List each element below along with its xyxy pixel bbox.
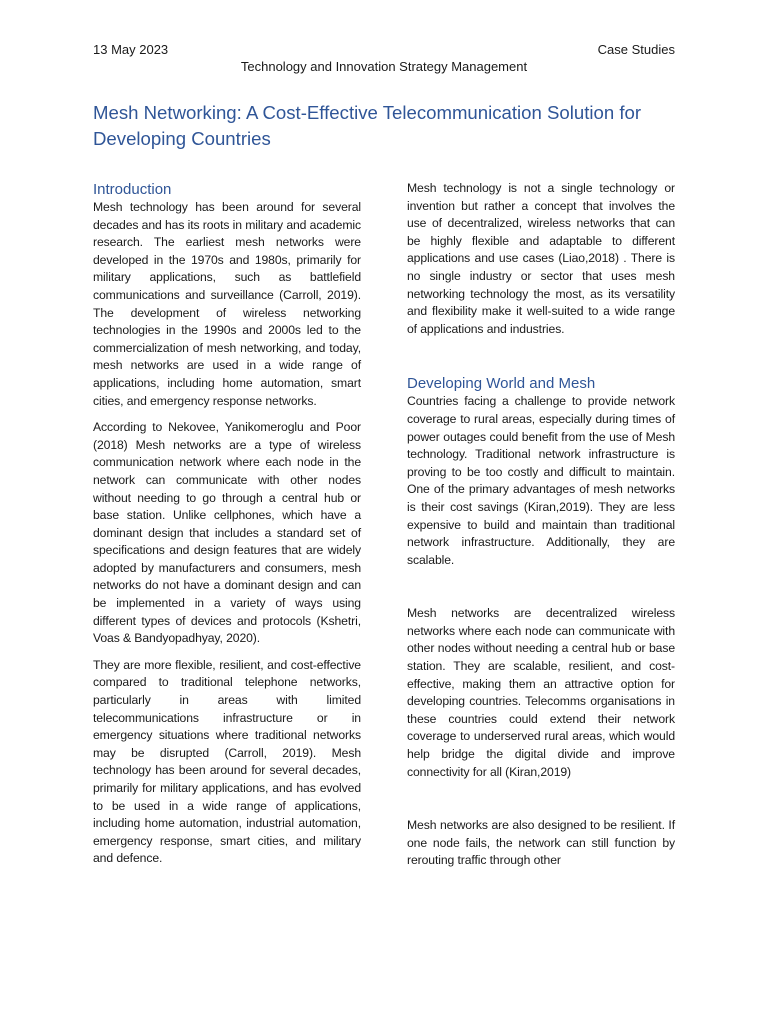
paragraph: According to Nekovee, Yanikomeroglu and Poor (2018) Mesh networks are a type of wireless communication network where each node in the network can communicate with other nodes without needing to go through a central hub or base station. Unlike cellphones, which have a dominant design that includes a standard set of specifications and design features that are widely adopted by manufacturers and consumers, mesh networks do not have a dominant design and can be implemented in a variety of ways using different types of devices and protocols (Kshetri, Voas & Bandyopadhyay, 2020). [93,420,361,646]
section-heading-developing-world: Developing World and Mesh [407,375,596,393]
paragraph: They are more flexible, resilient, and cost-effective compared to traditional telephone networks, particularly in areas with limited telecommunications infrastructure or in emergency situations where traditional networks may be disrupted (Carroll, 2019). Mesh technology has been around for several decades, primarily for military applications, and has evolved to be used in a wide range of applications, including home automation, industrial automation, emergency response, smart cities, and military and defence. [93,657,361,866]
paragraph: Mesh networks are also designed to be resilient. If one node fails, the network can still function by rerouting traffic through other [407,818,675,868]
section-heading-introduction: Introduction [93,181,172,198]
paragraph: Mesh technology is not a single technology or invention but rather a concept that involves the use of decentralized, wireless networks that can be highly flexible and adaptable to different applications and use cases (Liao,2018) . There is no single industry or sector that uses mesh networking technology the most, as its versatility and flexibility make it well-suited to a wide range of applications and industries. [407,181,675,336]
paragraph: Mesh technology has been around for several decades and has its roots in military and academic research. The earliest mesh networks were developed in the 1970s and 1980s, primarily for military applications, such as battlefield communications and surveillance (Carroll, 2019). The development of wireless networking technologies in the 1990s and 2000s led to the commercialization of mesh networking, and today, mesh networks are used in a wide range of applications, including home automation, smart cities, and emergency response networks. [93,200,362,408]
right-column [407,180,675,879]
left-column [93,180,361,877]
document-title: Mesh Networking: A Cost-Effective Telecommunication Solution for Developing Countries [93,102,642,149]
header-category: Case Studies [597,42,675,57]
header-course: Technology and Innovation Strategy Management [240,59,528,74]
header-date: 13 May 2023 [93,42,169,57]
paragraph: Mesh networks are decentralized wireless networks where each node can communicate with other nodes without needing a central hub or base station. They are scalable, resilient, and cost-effective, making them an attractive option for developing countries. Telecomms organisations in these countries could extend their network coverage to underserved rural areas, which would help bridge the digital divide and improve connectivity for all (Kiran,2019) [407,606,675,779]
paragraph: Countries facing a challenge to provide network coverage to rural areas, especially during times of power outages could benefit from the use of Mesh technology. Traditional network infrastructure is proving to be too costly and difficult to maintain. One of the primary advantages of mesh networks is their cost savings (Kiran,2019). They are less expensive to build and maintain than traditional network infrastructure. Additionally, they are scalable. [407,394,675,567]
